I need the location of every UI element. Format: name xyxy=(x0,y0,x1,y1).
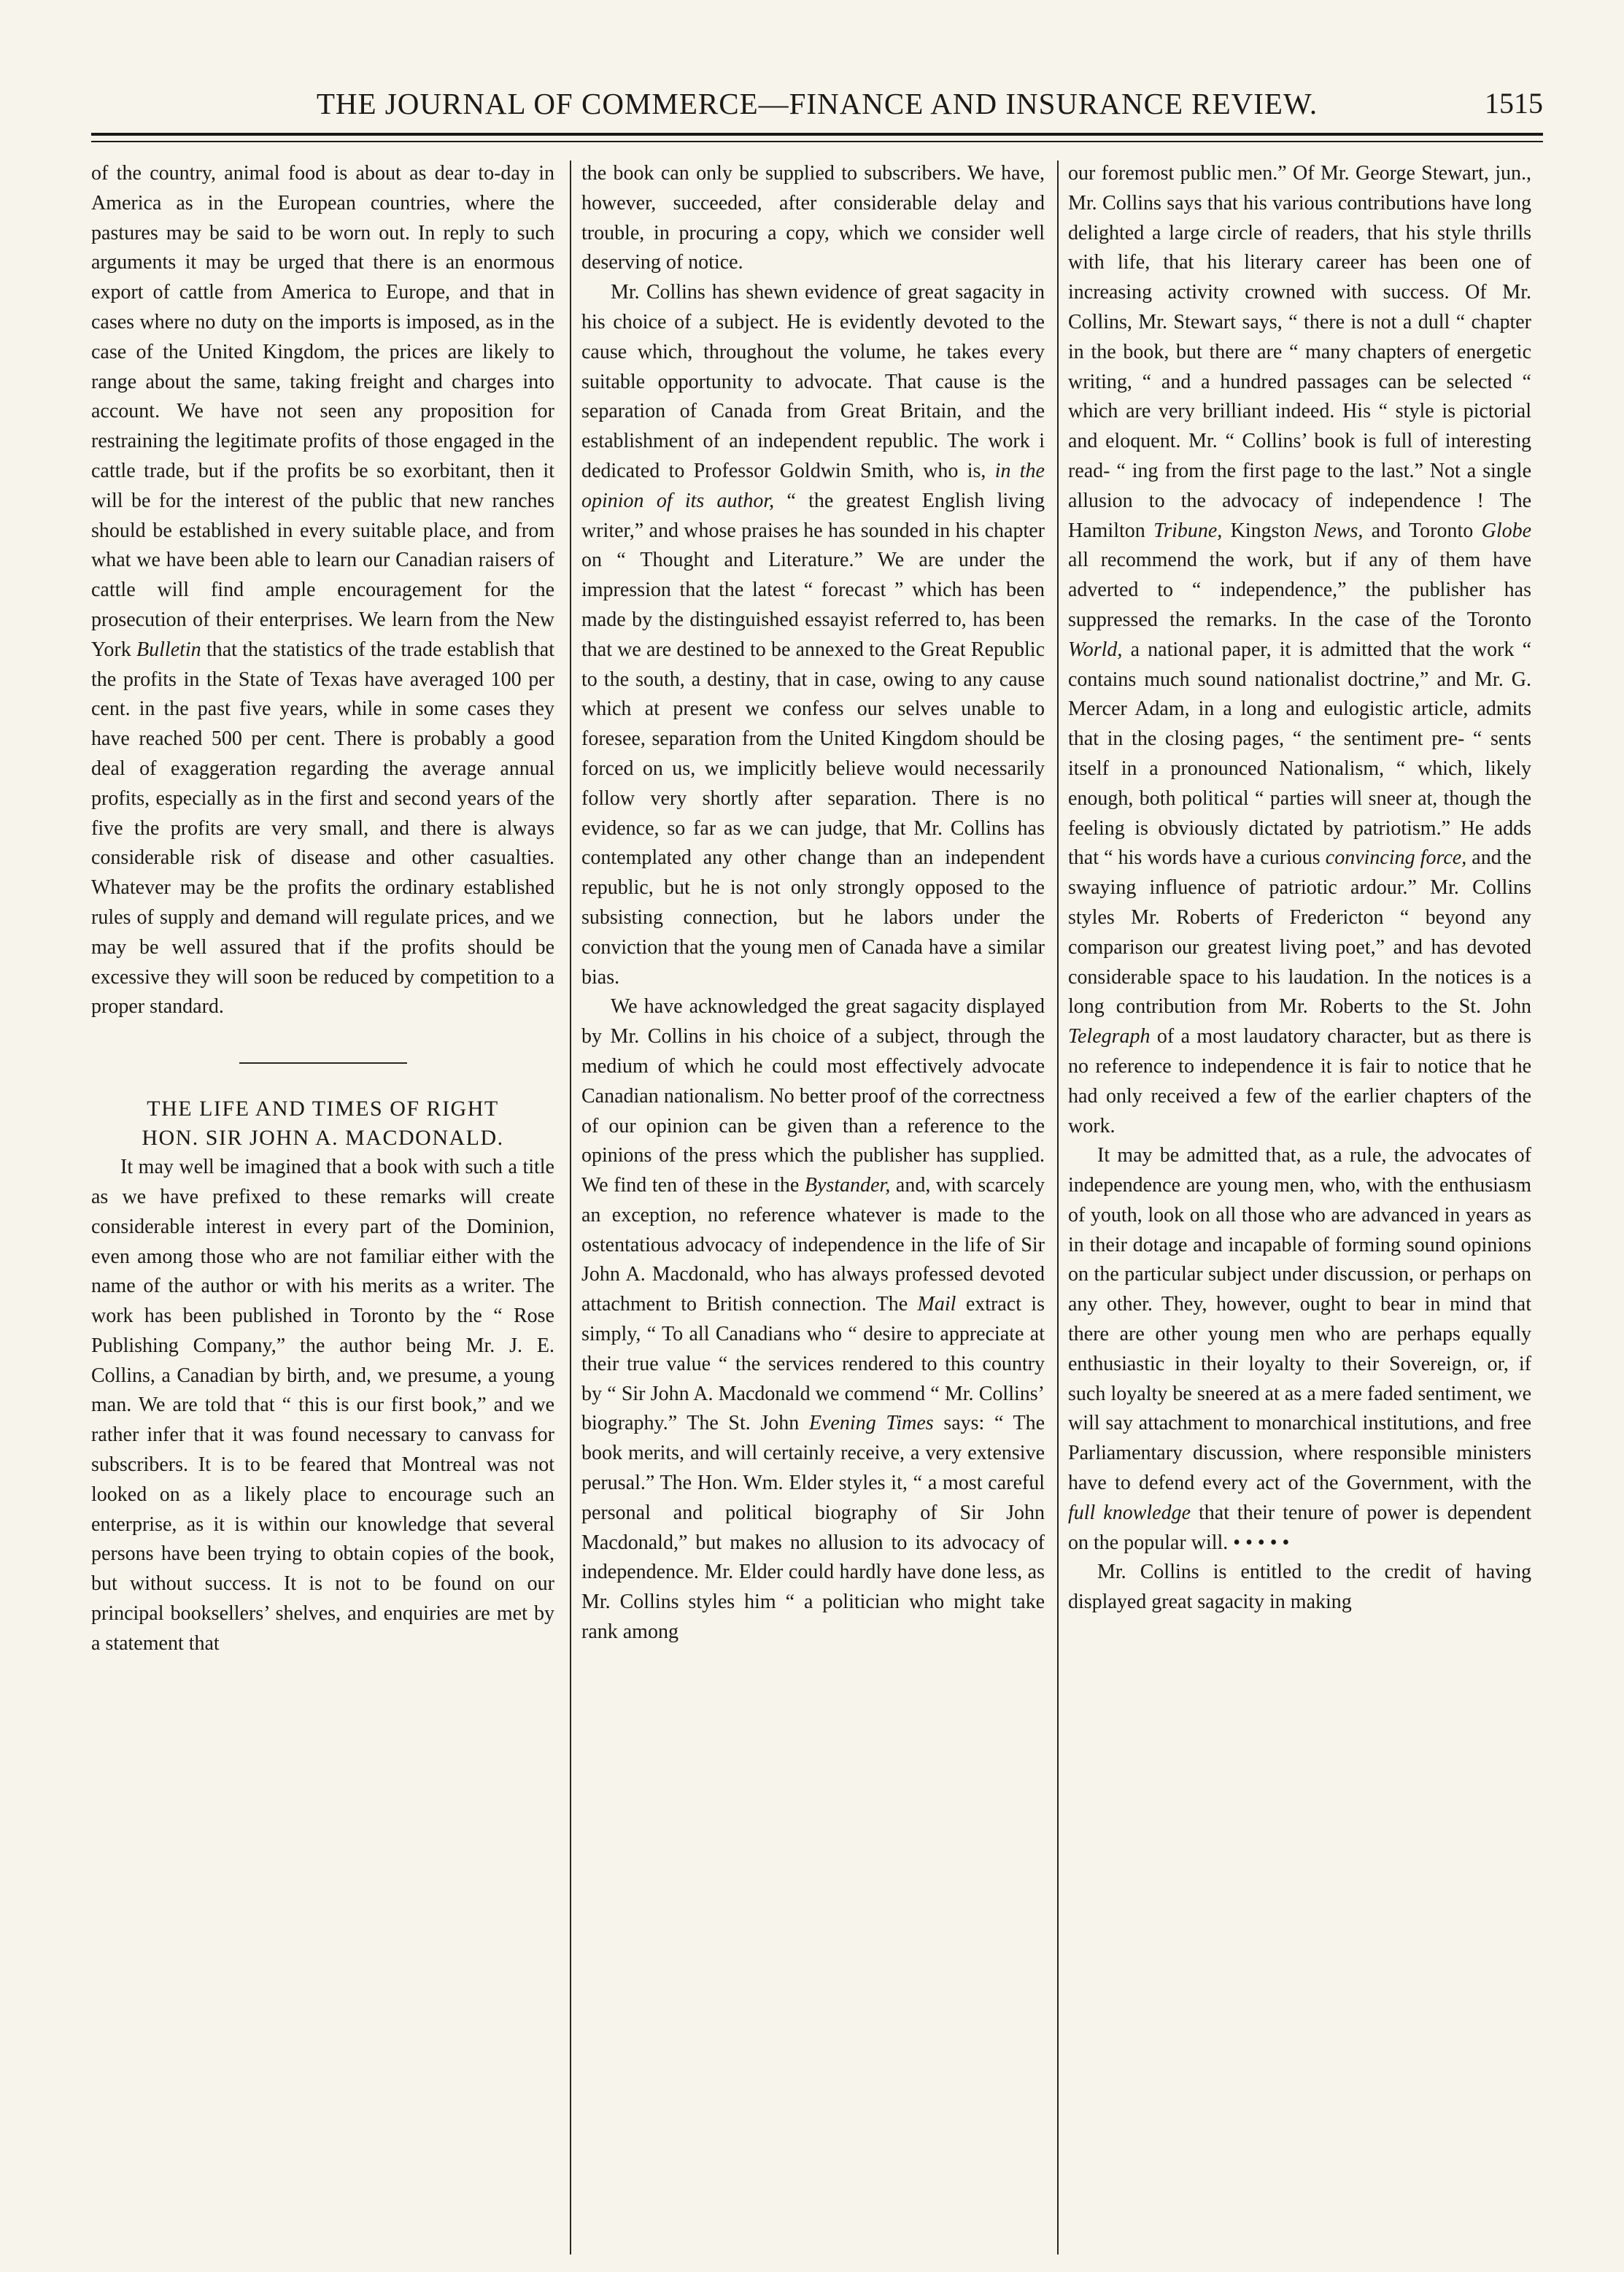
italic-run: in the opinion of its author, xyxy=(581,459,1045,512)
text-run: that the statistics of the trade establish that the profits in the State of Texas have averaged 100 per cent. in the past five years, while in some cases they have reached 500 per cent. There is probably a good deal of exaggeration regarding the average annual profits, especially as in the first and second years of the five the profits are very small, and there is always considerable risk of disease and other casualties. Whatever may be the profits the ordinary established rules of supply and demand will regulate prices, and we may be well assured that if the profits should be excessive they will soon be reduced by competition to a proper standard. xyxy=(91,638,554,1019)
text-run: that their tenure of power is dependent on the popular will. • • • • • xyxy=(1068,1501,1531,1554)
column-rule xyxy=(1057,161,1059,2254)
italic-run: full knowledge xyxy=(1068,1501,1191,1524)
column-3 xyxy=(1068,159,1531,2260)
text-run: Kingston xyxy=(1230,519,1306,542)
heading-line: THE LIFE AND TIMES OF RIGHT xyxy=(147,1097,499,1121)
publication-name: Evening Times xyxy=(808,1412,934,1435)
article-paragraph xyxy=(581,278,1045,992)
header-rule-thick xyxy=(91,133,1543,136)
column-2 xyxy=(581,159,1045,2260)
text-run: Mr. Collins has shewn evidence of great sagacity in his choice of a subject. He is evidently devoted to the cause which, throughout the volume, he takes every suitable opportunity to advocate. That cause is the separation of Canada from Great Britain, and the establishment of an independent republic. The work i dedicated to Professor Goldwin Smith, who is, xyxy=(581,281,1045,482)
italic-run: convincing force, xyxy=(1325,846,1467,870)
column-rule xyxy=(570,161,571,2254)
text-run: of a most laudatory character, but as there is no reference to independence it is fair to notice that he had only received a few of the earlier chapters of the work. xyxy=(1068,1025,1531,1137)
publication-name: Bystander, xyxy=(804,1174,891,1197)
text-run: “ the greatest English living writer,” and whose praises he has sounded in his chapter on “ Thought and Literature.” We are under the impression that the latest “ forecast ” which has been made by the distinguished essayist referred to, has been that we are destined to be annexed to the Great Republic to the south, a destiny, that in case, owing to any cause which at present we confess our selves unable to foresee, separation from the United Kingdom should be forced on us, we implicitly believe would necessarily follow very shortly after separation. There is no evidence, so far as we can judge, that Mr. Collins has contemplated any other change than an independent republic, but he is not only strongly opposed to the subsisting connection, but he labors under the conviction that the young men of Canada have a similar bias. xyxy=(581,489,1045,989)
page-header xyxy=(91,86,1543,137)
header-rule-thin xyxy=(91,141,1543,142)
article-paragraph: the book can only be supplied to subscribers. We have, however, succeeded, after considerable delay and trouble, in procuring a copy, which we consider well deserving of notice. xyxy=(581,162,1045,274)
publication-name: Mail xyxy=(917,1293,956,1316)
running-title: THE JOURNAL OF COMMERCE—FINANCE AND INSURANCE REVIEW. xyxy=(316,87,1318,120)
text-run: says: “ The book merits, and will certainly receive, a very extensive perusal.” The Hon. Wm. Elder styles it, “ a most careful personal and political biography of Sir John Macdonald,” but makes no allusion to its advocacy of independence. Mr. Elder could hardly have done less, as Mr. Collins styles him “ a politician who might take rank among xyxy=(581,1412,1045,1644)
text-run: of the country, animal food is about as dear to-day in America as in the European countries, where the pastures may be said to be worn out. In reply to such arguments it may be urged that there is an enormous export of cattle from America to Europe, and that in cases where no duty on the imports is imposed, as in the case of the United Kingdom, the prices are likely to range about the same, taking freight and charges into account. We have not seen any proposition for restraining the legitimate profits of those engaged in the cattle trade, but if the profits be so exorbitant, then it will be for the interest of the public that new ranches should be established in every suitable place, and from what we have been able to learn our Canadian raisers of cattle will find ample encouragement for the prosecution of their enterprises. We learn from the New York xyxy=(91,162,554,661)
publication-name: Tribune, xyxy=(1153,519,1223,542)
text-run: and, with scarcely an exception, no reference whatever is made to the ostentatious advocacy of independence in the life of Sir John A. Macdonald, who has always professed devoted attachment to British connection. The xyxy=(581,1174,1045,1316)
text-run: We have acknowledged the great sagacity displayed by Mr. Collins in his choice of a subject, through the medium of which he could most effectively advocate Canadian nationalism. No better proof of the correctness of our opinion can be given than a reference to the opinions of the press which the publisher has supplied. We find ten of these in the xyxy=(581,995,1045,1197)
page-number: 1515 xyxy=(1485,87,1543,120)
publication-name: Telegraph xyxy=(1068,1025,1151,1048)
section-divider xyxy=(239,1062,407,1064)
article-paragraph xyxy=(581,992,1045,1647)
publication-name: World, xyxy=(1068,638,1123,661)
publication-name: Globe xyxy=(1481,519,1531,542)
text-run: and Toronto xyxy=(1371,519,1474,542)
text-run: and the swaying influence of patriotic ardour.” Mr. Collins styles Mr. Roberts of Fredericton “ beyond any comparison our greatest living poet,” and has devoted considerable space to his laudation. In the notices is a long contribution from Mr. Roberts to the St. John xyxy=(1068,846,1531,1019)
heading-line: HON. SIR JOHN A. MACDONALD. xyxy=(142,1126,504,1151)
text-run: It may be admitted that, as a rule, the advocates of independence are young men, who, with the enthusiasm of youth, look on all those who are advanced in years as in their dotage and incapable of forming sound opinions on the particular subject under discussion, or perhaps on any other. They, however, ought to bear in mind that there are other young men who are perhaps equally enthusiastic in their loyalty to their Sovereign, or, if such loyalty be sneered at as a mere faded sentiment, we will say attachment to monarchical institutions, and free Parliamentary discussion, where responsible ministers have to defend every act of the Government, with the xyxy=(1068,1144,1531,1495)
article-paragraph: Mr. Collins is entitled to the credit of having displayed great sagacity in making xyxy=(1068,1561,1531,1614)
text-run: extract is simply, “ To all Canadians who “ desire to appreciate at their true value “ the services rendered to this country by “ Sir John A. Macdonald we commend “ Mr. Collins’ biography.” The St. John xyxy=(581,1293,1045,1435)
publication-name: Bulletin xyxy=(136,638,201,661)
article-paragraph: It may well be imagined that a book with such a title as we have prefixed to these remarks will create considerable interest in every part of the Dominion, even among those who are not familiar either with the name of the author or with his merits as a writer. The work has been published in Toronto by the “ Rose Publishing Company,” the author being Mr. J. E. Collins, a Canadian by birth, and, we presume, a young man. We are told that “ this is our first book,” and we rather infer that it was found necessary to canvass for subscribers. It is to be feared that Montreal was not looked on as a likely place to encourage such an enterprise, as it is within our knowledge that several persons have been trying to obtain copies of the book, but without success. It is not to be found on our principal booksellers’ shelves, and enquiries are met by a statement that xyxy=(91,1156,554,1655)
article-heading xyxy=(91,1094,554,1153)
cattle-paragraph xyxy=(91,159,554,1022)
text-run: a national paper, it is admitted that the work “ contains much sound nationalist doctrine,” and Mr. G. Mercer Adam, in a long and eulogistic article, admits that in the closing pages, “ the sentiment pre- “ sents itself in a pronounced Nationalism, “ which, likely enough, both political “ parties will sneer at, though the feeling is obviously dictated by patriotism.” He adds that “ his words have a curious xyxy=(1068,638,1531,870)
article-paragraph xyxy=(1068,1141,1531,1558)
publication-name: News, xyxy=(1313,519,1364,542)
column-1 xyxy=(91,159,554,2260)
text-run: our foremost public men.” Of Mr. George Stewart, jun., Mr. Collins says that his various contributions have long delighted a large circle of readers, that his style thrills with life, that his literary career has been one of increasing activity crowned with success. Of Mr. Collins, Mr. Stewart says, “ there is not a dull “ chapter in the book, but there are “ many chapters of energetic writing, “ and a hundred passages can be selected “ which are very brilliant indeed. His “ style is pictorial and eloquent. Mr. “ Collins’ book is full of interesting read- “ ing from the first page to the last.” Not a single allusion to the advocacy of independence ! The Hamilton xyxy=(1068,162,1531,542)
article-paragraph xyxy=(1068,159,1531,1141)
text-run: all recommend the work, but if any of them have adverted to “ independence,” the publisher has suppressed the remarks. In the case of the Toronto xyxy=(1068,549,1531,631)
